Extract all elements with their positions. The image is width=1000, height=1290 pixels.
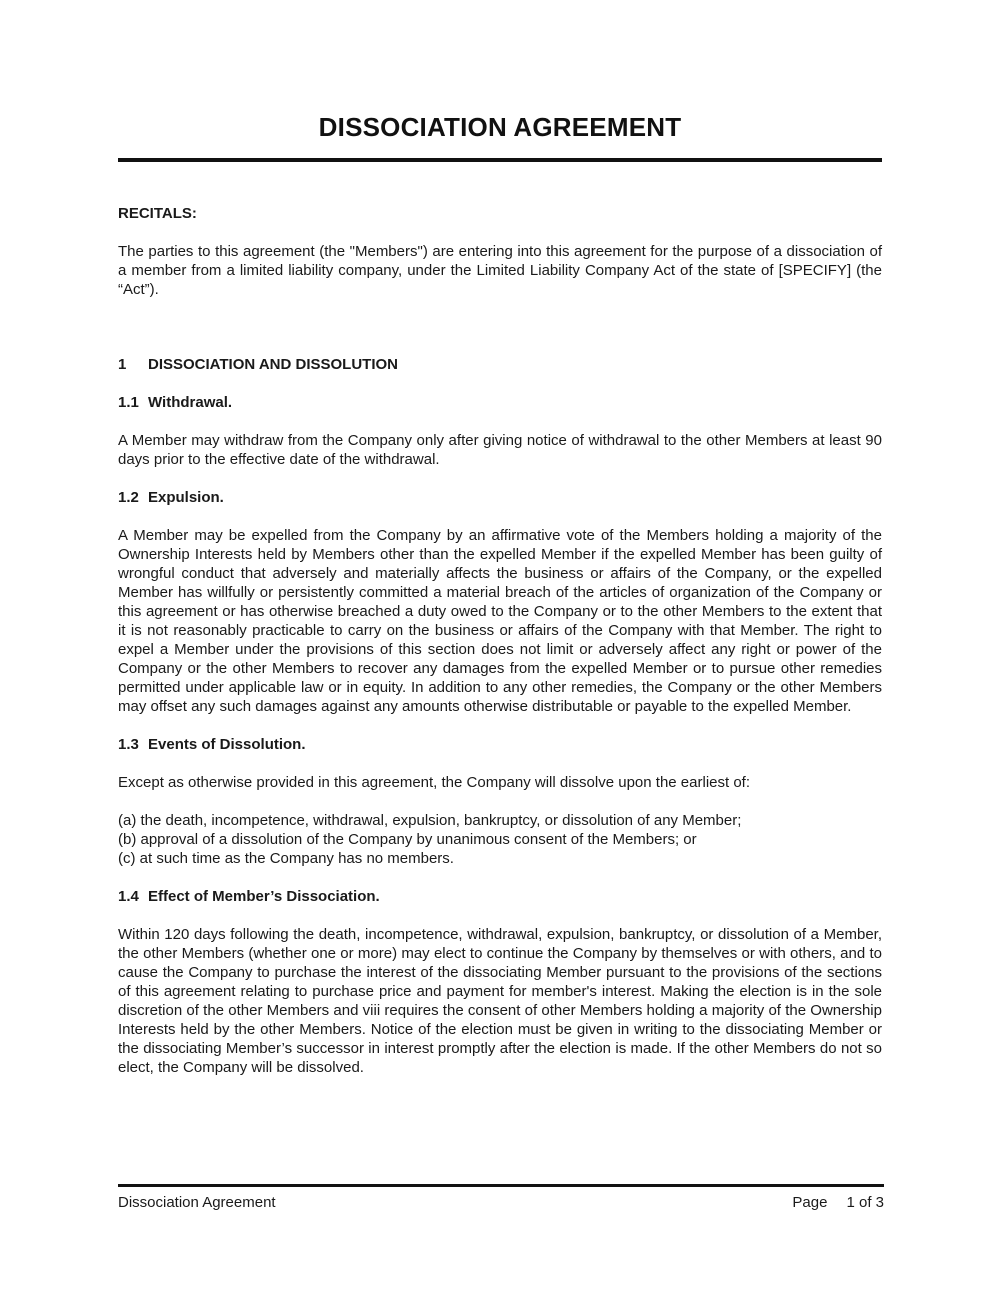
subsection-1-2-paragraph: A Member may be expelled from the Company by an affirmative vote of the Members holding a majority of the Ownership Interests held by Members other than the expelled Member if the expelled Member has been guilty of wrongful conduct that adversely and materially affects the business or affairs of the Company, or the expelled Member has willfully or persistently committed a material breach of the articles of organization of the Company or this agreement or has otherwise breached a duty owed to the Company or to the other Members to the extent that it is not reasonably practicable to carry on the business or affairs of the Company with that Member. The right to expel a Member under the provisions of this section does not limit or adversely affect any right or power of the Company or the other Members to recover any damages from the expelled Member or to pursue other remedies permitted under applicable law or in equity. In addition to any other remedies, the Company or the other Members may offset any such damages against any amounts otherwise distributable or payable to the expelled Member. [118,527,882,715]
subsection-1-2-title: Expulsion. [148,489,224,506]
list-item-a: (a) the death, incompetence, withdrawal, expulsion, bankruptcy, or dissolution of any Member; [118,812,742,829]
section-1-number: 1 [118,356,127,373]
dissolution-events-list [118,811,882,868]
subsection-1-4-title: Effect of Member’s Dissociation. [148,888,380,905]
subsection-1-1-heading [118,393,882,412]
document-title: DISSOCIATION AGREEMENT [318,112,682,142]
subsection-1-4-heading [118,887,882,906]
footer-divider [118,1184,884,1187]
subsection-1-1-paragraph: A Member may withdraw from the Company only after giving notice of withdrawal to the other Members at least 90 days prior to the effective date of the withdrawal. [118,432,882,468]
subsection-1-2-heading [118,488,882,507]
subsection-1-1-title: Withdrawal. [148,394,233,411]
page-footer [118,1184,884,1212]
subsection-1-3-number: 1.3 [118,736,139,753]
subsection-1-4-number: 1.4 [118,888,139,905]
recitals-paragraph: The parties to this agreement (the "Members") are entering into this agreement for the purpose of a dissociation of a member from a limited liability company, under the Limited Liability Company Act of the state of [SPECIFY] (the “Act”). [118,243,882,298]
footer-page-label: Page [792,1194,828,1211]
section-1-heading [118,355,882,374]
subsection-1-3-paragraph: Except as otherwise provided in this agreement, the Company will dissolve upon the earliest of: [118,774,750,791]
section-1-title: DISSOCIATION AND DISSOLUTION [148,356,399,373]
list-item-b: (b) approval of a dissolution of the Company by unanimous consent of the Members; or [118,831,697,848]
footer-page-number: 1 of 3 [846,1194,884,1211]
footer-page-indicator [792,1193,884,1212]
subsection-1-3-title: Events of Dissolution. [148,736,306,753]
footer-text-row [118,1193,884,1212]
recitals-heading: RECITALS: [118,205,197,222]
subsection-1-4-paragraph: Within 120 days following the death, incompetence, withdrawal, expulsion, bankruptcy, or dissolution of a Member, the other Members (whether one or more) may elect to continue the Company by themselves or with others, and to cause the Company to purchase the interest of the dissociating Member pursuant to the provisions of the sections of this agreement relating to purchase price and payment for member's interest. Making the election is in the sole discretion of the other Members and viii requires the consent of other Members holding a majority of the Ownership Interests held by the other Members. Notice of the election must be given in writing to the dissociating Member or the dissociating Member’s successor in interest promptly after the election is made. If the other Members do not so elect, the Company will be dissolved. [118,926,882,1076]
footer-document-name: Dissociation Agreement [118,1194,276,1211]
list-item-c: (c) at such time as the Company has no members. [118,850,454,867]
subsection-1-1-number: 1.1 [118,394,139,411]
subsection-1-2-number: 1.2 [118,489,139,506]
title-divider [118,158,882,162]
subsection-1-3-heading [118,735,882,754]
